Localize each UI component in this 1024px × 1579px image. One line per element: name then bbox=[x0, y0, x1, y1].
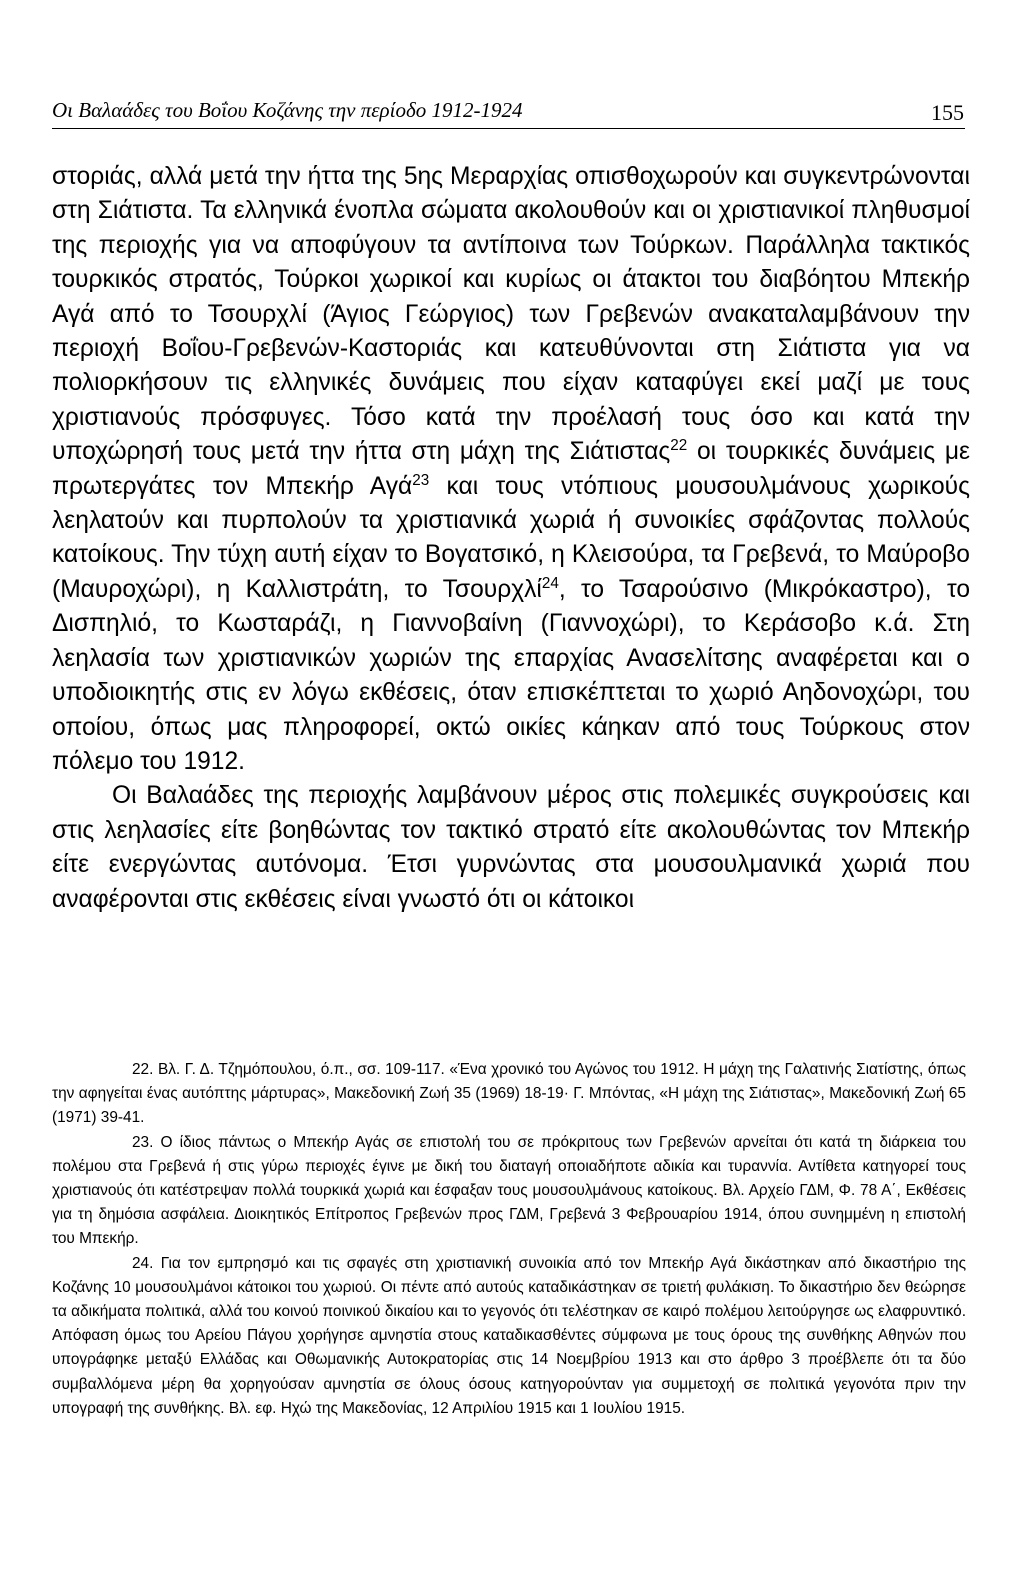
footnote-22: 22. Βλ. Γ. Δ. Τζημόπουλου, ό.π., σσ. 109-117. «Ένα χρονικό του Αγώνος του 1912. Η μάχη της Γαλατινής Σιατίστης, όπως την αφηγείται ένας αυτόπτης μάρτυρας», Μακεδονική Ζωή 35 (1969) 18-19· Γ. Μπόντας, «Η μάχη της Σιάτιστας», Μακεδονική Ζωή 65 (1971) 39-41. bbox=[52, 1061, 966, 1127]
body-text-segment: , το Τσαρούσινο (Μικρόκαστρο), το Δισπηλιό, το Κωσταράζι, η Γιαννοβαίνη (Γιαννοχώρι), το Κεράσοβο κ.ά. Στη λεηλασία των χριστιανικών χωριών της επαρχίας Ανασελίτσης αναφέρεται και ο υποδιοικητής στις εν λόγω εκθέσεις, όταν επισκέπτεται το χωριό Αηδονοχώρι, του οποίου, όπως μας πληροφορεί, οκτώ οικίες κάηκαν από τους Τούρκους στον πόλεμο του 1912. bbox=[52, 575, 970, 775]
running-title: Οι Βαλαάδες του Βοΐου Κοζάνης την περίοδο 1912-1924 bbox=[52, 98, 523, 122]
body-paragraph-2: Οι Βαλαάδες της περιοχής λαμβάνουν μέρος στις πολεμικές συγκρούσεις και στις λεηλασίες είτε βοηθώντας τον τακτικό στρατό είτε ακολουθώντας τον Μπεκήρ είτε ενεργώντας αυτόνομα. Έτσι γυρνώντας στα μουσουλμανικά χωριά που αναφέρονται στις εκθέσεις είναι γνωστό ότι οι κάτοικοι bbox=[52, 782, 970, 913]
body-paragraph-1 bbox=[52, 160, 970, 779]
footnote-24: 24. Για τον εμπρησμό και τις σφαγές στη χριστιανική συνοικία από τον Μπεκήρ Αγά δικάστηκαν από δικαστήριο της Κοζάνης 10 μουσουλμάνοι κάτοικοι του χωριού. Οι πέντε από αυτούς καταδικάστηκαν σε τριετή φυλάκιση. Το δικαστήριο δεν θεώρησε τα αδικήματα πολιτικά, αλλά του κοινού ποινικού δικαίου και το γεγονός ότι τελέστηκαν σε καιρό πολέμου λειτούργησε ως ελαφρυντικό. Απόφαση όμως του Αρείου Πάγου χορήγησε αμνηστία στους καταδικασθέντες σύμφωνα με τους όρους της συνθήκης Αθηνών που υπογράφηκε μεταξύ Ελλάδας και Οθωμανικής Αυτοκρατορίας στις 14 Νοεμβρίου 1913 και στο άρθρο 3 προέβλεπε ότι τα δύο συμβαλλόμενα μέρη θα χορηγούσαν αμνηστία σε όλους όσους κατηγορούνταν για συμμετοχή σε πολιτικά γεγονότα πριν την υπογραφή της συνθήκης. Βλ. εφ. Ηχώ της Μακεδονίας, 12 Απριλίου 1915 και 1 Ιουλίου 1915. bbox=[52, 1254, 966, 1417]
footnotes bbox=[52, 1058, 966, 1421]
body-text-segment: και τους ντόπιους μουσουλμάνους χωρικούς λεηλατούν και πυρπολούν τα χριστιανικά χωριά ή συνοικίες σφάζοντας πολλούς κατοίκους. Την τύχη αυτή είχαν το Βογατσικό, η Κλεισούρα, τα Γρεβενά, το Μαύροβο (Μαυροχώρι), η Καλλιστράτη, το Τσουρχλί bbox=[52, 472, 970, 603]
body-text-segment: οι τουρκικές δυνάμεις με πρωτεργάτες τον Μπεκήρ Αγά bbox=[52, 438, 970, 500]
body-text-segment: στοριάς, αλλά μετά την ήττα της 5ης Μεραρχίας οπισθοχωρούν και συγκεντρώνονται στη Σιάτιστα. Τα ελληνικά ένοπλα σώματα ακολουθούν και οι χριστιανικοί πληθυσμοί της περιοχής για να αποφύγουν τα αντίποινα των Τούρκων. Παράλληλα τακτικός τουρκικός στρατός, Τούρκοι χωρικοί και κυρίως οι άτακτοι του διαβόητου Μπεκήρ Αγά από το Τσουρχλί (Άγιος Γεώργιος) των Γρεβενών ανακαταλαμβάνουν την περιοχή Βοΐου-Γρεβενών-Καστοριάς και κατευθύνονται στη Σιάτιστα για να πολιορκήσουν τις ελληνικές δυνάμεις που είχαν καταφύγει εκεί μαζί με τους χριστιανούς πρόσφυγες. Τόσο κατά την προέλασή τους όσο και κατά την υποχώρησή τους μετά την ήττα στη μάχη της Σιάτιστας bbox=[52, 163, 970, 466]
footnote-ref-24: 24 bbox=[541, 574, 559, 592]
page-number: 155 bbox=[931, 100, 964, 125]
footnote-ref-23: 23 bbox=[412, 471, 430, 489]
footnote-ref-22: 22 bbox=[670, 437, 688, 455]
main-text bbox=[52, 160, 970, 917]
footnote-23: 23. Ο ίδιος πάντως ο Μπεκήρ Αγάς σε επιστολή του σε πρόκριτους των Γρεβενών αρνείται ότι κατά τη διάρκεια του πολέμου στα Γρεβενά ή στις γύρω περιοχές έγινε με δική του διαταγή οποιαδήποτε αδικία και τυραννία. Αντίθετα κατηγορεί τους χριστιανούς ότι κατέστρεψαν πολλά τουρκικά χωριά και έσφαξαν τους μουσουλμάνους κατοίκους. Βλ. Αρχείο ΓΔΜ, Φ. 78 Α΄, Εκθέσεις για τη δημόσια ασφάλεια. Διοικητικός Επίτροπος Γρεβενών προς ΓΔΜ, Γρεβενά 3 Φεβρουαρίου 1914, όπου συνημμένη η επιστολή του Μπεκήρ. bbox=[52, 1133, 966, 1248]
header-rule bbox=[52, 128, 965, 129]
